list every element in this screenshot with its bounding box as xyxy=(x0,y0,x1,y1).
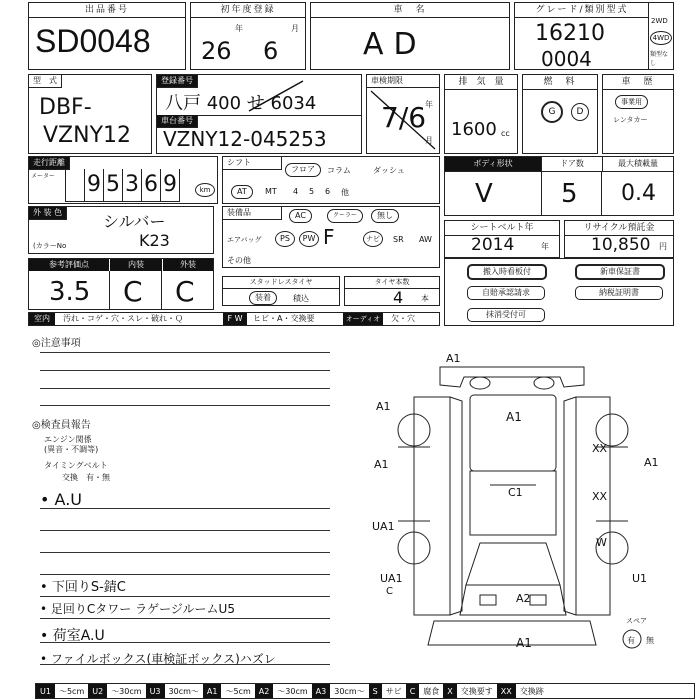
first-registration-box xyxy=(190,2,306,70)
hand-note: • 下回りS-錆C xyxy=(40,580,126,595)
max-load-label: 最大積載量 xyxy=(602,157,673,171)
shift-floor: フロア xyxy=(285,163,321,177)
damage-mark: U1 xyxy=(632,572,648,585)
tire-count-unit: 本 xyxy=(421,294,429,303)
damage-mark: XX xyxy=(592,490,608,503)
equip-cooler: クーラー xyxy=(327,209,363,223)
equip-ac: AC xyxy=(289,209,312,223)
legend-key: A2 xyxy=(255,684,274,698)
timing-label: タイミングベルト xyxy=(44,461,108,470)
spare-value: 有 xyxy=(627,636,635,645)
damage-mark: A1 xyxy=(376,400,391,413)
lot-number: SD0048 xyxy=(35,23,151,59)
legend-key: S xyxy=(369,684,382,698)
caution-line xyxy=(40,405,330,406)
legend-value: 30cm～ xyxy=(334,686,365,696)
doors-value: 5 xyxy=(561,179,578,209)
interior-grade-label: 内装 xyxy=(109,259,162,271)
body-form-box xyxy=(444,156,674,216)
body-form-value: V xyxy=(475,179,493,209)
legend-key: U2 xyxy=(88,684,107,698)
seatbelt-unit: 年 xyxy=(541,242,549,251)
color-code-label: (カラーNo xyxy=(33,242,67,250)
hand-note-text: 足回りCタワー ラゲージルームU5 xyxy=(50,602,235,616)
grade-box xyxy=(514,2,674,70)
shift-4: 4 xyxy=(293,187,299,196)
legend-value: ～30cm xyxy=(277,686,308,696)
note-line xyxy=(40,618,330,619)
doors-label: ドア数 xyxy=(541,157,602,171)
mileage-blank-cell xyxy=(65,169,85,202)
equip-pw-note: F xyxy=(323,225,335,249)
chassis-label: 車台番号 xyxy=(157,115,198,128)
equip-navi: ナビ xyxy=(363,231,383,247)
inspection-value: 7/6 xyxy=(381,101,427,134)
equip-sr: SR xyxy=(393,235,404,244)
damage-mark: C xyxy=(386,586,393,597)
shift-column: コラム xyxy=(327,166,351,175)
lot-number-label: 出品番号 xyxy=(29,3,185,18)
legend-key: A3 xyxy=(312,684,331,698)
mileage-digit: 5 xyxy=(104,169,123,202)
legend-key: X xyxy=(443,684,456,698)
mileage-label: 走行距離 xyxy=(29,157,70,170)
hand-note: • A.U xyxy=(40,490,82,509)
damage-mark: UA1 xyxy=(372,520,395,533)
damage-mark: W xyxy=(596,536,607,549)
tire-count-value: 4 xyxy=(393,288,404,307)
recycle-unit: 円 xyxy=(659,242,667,251)
chassis-number: VZNY12-045253 xyxy=(163,127,327,151)
damage-mark: A2 xyxy=(516,592,531,605)
equip-pw: PW xyxy=(299,231,319,247)
damage-mark: C1 xyxy=(508,486,523,499)
grade-line2: 0004 xyxy=(541,47,592,71)
doc-tax: 納税証明書 xyxy=(575,286,663,300)
equip-aw: AW xyxy=(419,235,432,244)
model-name: AD xyxy=(363,27,427,62)
hand-note-text: 下回りS-錆C xyxy=(51,580,126,595)
legend-key: U3 xyxy=(146,684,165,698)
legend-value: ～30cm xyxy=(111,686,142,696)
vehicle-type-label: 型 式 xyxy=(29,75,62,88)
shift-label: シフト xyxy=(223,157,282,170)
shift-other: 他 xyxy=(341,188,349,197)
first-reg-month-unit: 月 xyxy=(291,24,299,33)
vehicle-type-line2: VZNY12 xyxy=(43,123,132,148)
legend-value: 交換跡 xyxy=(519,686,544,696)
fw-label: F W xyxy=(223,313,247,325)
exterior-grade-label: 外装 xyxy=(162,259,213,271)
audio-items: 欠・穴 xyxy=(391,314,415,323)
fuel-g: G xyxy=(541,101,563,123)
body-form-header xyxy=(445,157,673,172)
displacement-value: 1600 xyxy=(451,119,497,140)
mileage-digit: 6 xyxy=(142,169,161,202)
displacement-unit: cc xyxy=(501,129,510,138)
legend-key: U1 xyxy=(36,684,55,698)
grade-label: グレード/類別型式 xyxy=(515,3,649,18)
ref-grade-value: 3.5 xyxy=(49,277,91,307)
studless-mounted: 装着 xyxy=(249,291,277,305)
legend-key: XX xyxy=(497,684,516,698)
legend-key: A1 xyxy=(203,684,222,698)
fuel-d: D xyxy=(571,103,589,121)
drive-2wd: 2WD xyxy=(651,17,668,25)
first-reg-year: 26 xyxy=(201,37,232,65)
hand-note: • 荷室A.U xyxy=(40,628,105,644)
engine-label: エンジン関係 xyxy=(44,435,92,444)
damage-mark: A1 xyxy=(506,410,522,424)
color-code: K23 xyxy=(139,231,170,250)
interior-strip xyxy=(28,312,440,326)
equip-airbag: エアバッグ xyxy=(227,236,262,244)
inspection-label: 車検期限 xyxy=(367,75,440,88)
equip-none: 無し xyxy=(371,209,399,223)
interior-strip-items: 汚れ・コゲ・穴・スレ・破れ・Ｑ xyxy=(63,314,183,323)
note-line xyxy=(40,530,330,531)
mileage-digits xyxy=(65,169,180,202)
doc-signboard: 搬入時看板付 xyxy=(467,264,547,280)
first-reg-year-unit: 年 xyxy=(235,24,243,33)
note-line xyxy=(40,552,330,553)
note-line xyxy=(40,574,330,575)
studless-loaded: 積込 xyxy=(293,294,309,303)
damage-mark: A1 xyxy=(644,456,659,469)
tire-count-label: タイヤ本数 xyxy=(345,277,439,289)
drive-type-column xyxy=(648,3,673,69)
vehicle-damage-diagram xyxy=(370,345,690,680)
legend-key: C xyxy=(406,684,420,698)
seatbelt-box xyxy=(444,220,560,258)
hand-note: • ファイルボックス(車検証ボックス)ハズレ xyxy=(40,652,276,666)
mileage-meter-label: メーター xyxy=(31,173,56,180)
fuel-box xyxy=(522,74,598,154)
doc-cancel: 抹消受付可 xyxy=(467,308,545,322)
damage-mark: XX xyxy=(592,442,608,455)
mileage-digit: 9 xyxy=(161,169,180,202)
hand-note-text: ファイルボックス(車検証ボックス)ハズレ xyxy=(50,652,276,666)
caution-line xyxy=(40,352,330,353)
grades-header xyxy=(29,259,213,271)
legend-value: 30cm～ xyxy=(168,686,199,696)
fuel-label: 燃 料 xyxy=(523,75,597,90)
interior-strip-label: 室内 xyxy=(29,313,55,325)
caution-line xyxy=(40,388,330,389)
docs-box xyxy=(444,258,674,326)
history-business: 事業用 xyxy=(615,95,648,109)
seatbelt-label: シートベルト年 xyxy=(445,221,559,236)
hand-note-text: A.U xyxy=(54,490,82,509)
note-line xyxy=(40,508,330,509)
fw-items: ヒビ・A・交換要 xyxy=(253,314,315,323)
inspection-month-unit: 月 xyxy=(425,136,433,145)
legend-bar xyxy=(35,683,695,699)
first-registration-label: 初年度登録 xyxy=(191,3,305,18)
color-box xyxy=(28,206,214,254)
history-label: 車 歴 xyxy=(603,75,673,90)
displacement-box xyxy=(444,74,518,154)
mileage-digit: 9 xyxy=(85,169,104,202)
vehicle-type-line1: DBF- xyxy=(39,95,92,120)
shift-mt: MT xyxy=(265,187,277,196)
timing-opts: 交換 有・無 xyxy=(62,473,110,482)
inspector-label: ◎検査員報告 xyxy=(32,420,91,431)
seatbelt-value: 2014 xyxy=(471,235,515,255)
studless-box xyxy=(222,276,340,306)
equip-other-label: その他 xyxy=(227,256,251,265)
registration-box xyxy=(156,74,362,154)
damage-mark: A1 xyxy=(374,458,389,471)
damage-mark: UA1 xyxy=(380,572,403,585)
shift-6: 6 xyxy=(325,187,331,196)
legend-value: ～5cm xyxy=(225,686,251,696)
max-load-value: 0.4 xyxy=(621,181,656,206)
history-box xyxy=(602,74,674,154)
caution-line xyxy=(40,370,330,371)
first-reg-month: 6 xyxy=(263,37,279,65)
spare-label: スペア xyxy=(626,617,647,625)
engine-sub: (異音・不調等) xyxy=(44,445,99,454)
model-name-box xyxy=(310,2,510,70)
registration-label: 登録番号 xyxy=(157,75,198,88)
displacement-label: 排 気 量 xyxy=(445,75,517,90)
legend-value: 腐食 xyxy=(423,686,440,696)
model-name-label: 車 名 xyxy=(311,3,509,18)
studless-label: スタッドレスタイヤ xyxy=(223,277,339,289)
recycle-value: 10,850 xyxy=(591,235,651,255)
history-rental: レンタカー xyxy=(613,116,648,124)
ref-grade-label: 参考評価点 xyxy=(29,259,109,271)
spare-none: 無 xyxy=(646,636,654,645)
body-form-label: ボディ形状 xyxy=(445,157,541,171)
grade-line1: 16210 xyxy=(535,21,605,46)
interior-grade-value: C xyxy=(123,275,143,308)
hand-note-text: 荷室A.U xyxy=(52,628,105,644)
inspection-box xyxy=(366,74,440,154)
mileage-box xyxy=(28,156,218,204)
note-line xyxy=(40,596,330,597)
drive-type-none: 類型なし xyxy=(650,51,669,67)
hand-note: • 足回りCタワー ラゲージルームU5 xyxy=(40,602,235,616)
shift-dash: ダッシュ xyxy=(373,166,405,175)
color-label: 外 装 色 xyxy=(29,207,67,220)
recycle-label: リサイクル預託金 xyxy=(565,221,673,236)
registration-number: 八戸 400 せ 6034 xyxy=(165,93,317,114)
equip-ps: PS xyxy=(275,231,295,247)
doc-insurance: 自賠承認請求 xyxy=(467,286,545,300)
mileage-unit: km xyxy=(195,183,215,197)
color-value: シルバー xyxy=(103,212,166,231)
shift-at: AT xyxy=(231,185,253,199)
doc-warranty: 新車保証書 xyxy=(575,264,665,280)
tire-count-box xyxy=(344,276,440,306)
legend-value: 交換要す xyxy=(460,686,493,696)
inspection-year-unit: 年 xyxy=(425,100,433,109)
grades-box xyxy=(28,258,214,310)
damage-mark: A1 xyxy=(446,352,461,365)
registration-strike xyxy=(247,79,307,113)
legend-value: ～5cm xyxy=(58,686,85,696)
vehicle-type-box xyxy=(28,74,152,154)
caution-label: ◎注意事項 xyxy=(32,338,81,349)
mileage-digit: 3 xyxy=(123,169,142,202)
audio-label: オーディオ xyxy=(343,313,383,325)
shift-box xyxy=(222,156,440,204)
recycle-box xyxy=(564,220,674,258)
equipment-label: 装備品 xyxy=(223,207,282,220)
shift-5: 5 xyxy=(309,187,315,196)
lot-number-box xyxy=(28,2,186,70)
equipment-box xyxy=(222,206,440,268)
drive-4wd: 4WD xyxy=(650,31,672,45)
exterior-grade-value: C xyxy=(175,275,195,308)
legend-value: サビ xyxy=(385,686,402,696)
damage-mark: A1 xyxy=(516,636,532,650)
